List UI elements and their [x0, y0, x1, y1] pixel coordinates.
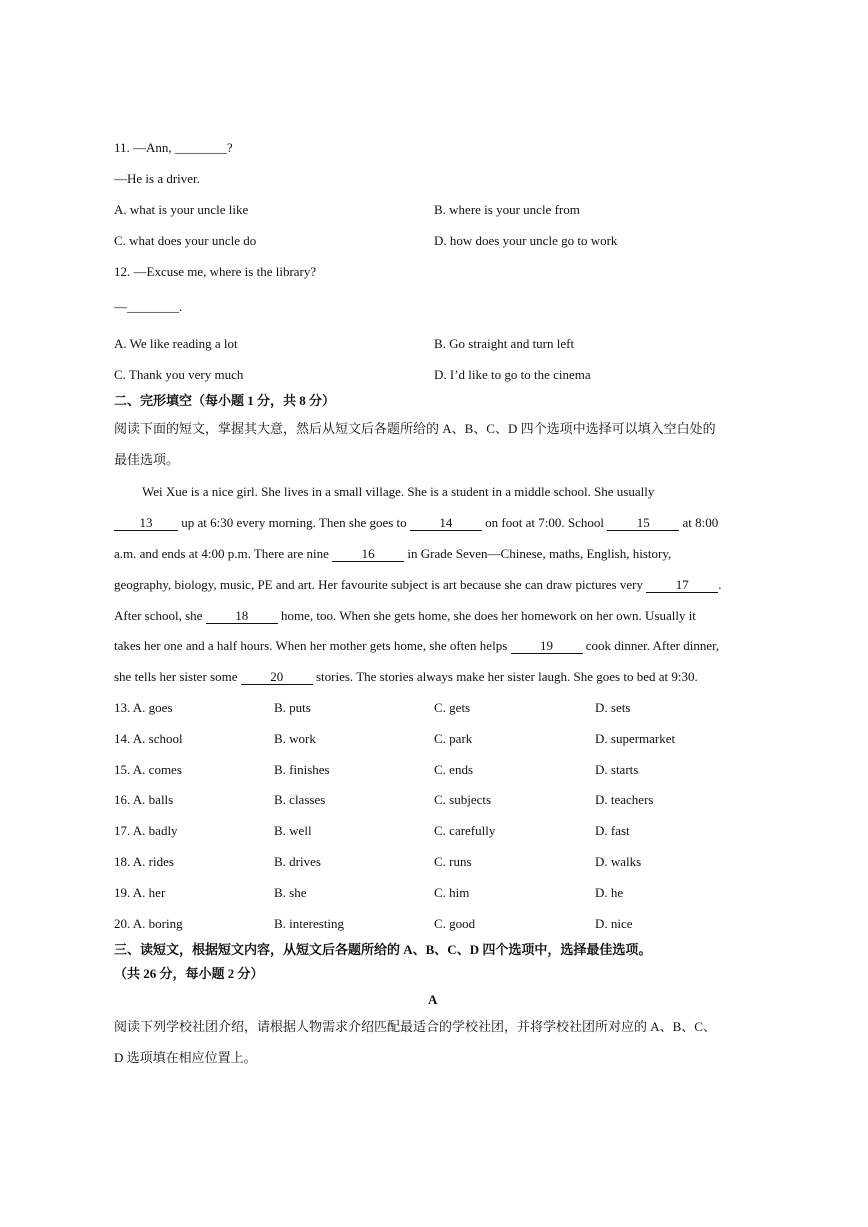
blank-17: 17 [646, 578, 718, 593]
section3-part-label: A [428, 992, 438, 1007]
q19-option-d: D. he [595, 885, 624, 900]
section2-heading: 二、完形填空（每小题 1 分，共 8 分） [114, 393, 336, 408]
q12-option-d: D. I’d like to go to the cinema [434, 367, 591, 382]
q11-option-b: B. where is your uncle from [434, 202, 580, 217]
blank-16: 16 [332, 547, 404, 562]
section2-instruction-line2: 最佳选项。 [114, 452, 180, 467]
q12-stem: 12. —Excuse me, where is the library? [114, 264, 317, 279]
q18-option-a: 18. A. rides [114, 854, 174, 869]
section3-instruction-line1: 阅读下列学校社团介绍，请根据人物需求介绍匹配最适合的学校社团，并将学校社团所对应的 A、B、C、 [114, 1019, 716, 1034]
q13-option-b: B. puts [274, 700, 311, 715]
passage-line-5: After school, she 18 home, too. When she gets home, she does her homework on her own. Usually it [114, 608, 696, 623]
q17-option-c: C. carefully [434, 823, 496, 838]
section3-instruction-line2: D 选项填在相应位置上。 [114, 1050, 257, 1065]
q14-option-c: C. park [434, 731, 473, 746]
q15-option-c: C. ends [434, 762, 473, 777]
q11-option-a: A. what is your uncle like [114, 202, 249, 217]
q13-option-a: 13. A. goes [114, 700, 173, 715]
passage-line-3: a.m. and ends at 4:00 p.m. There are nine 16 in Grade Seven—Chinese, maths, English, history, [114, 546, 672, 561]
q20-option-a: 20. A. boring [114, 916, 183, 931]
q11-answer: —He is a driver. [114, 171, 200, 186]
q19-option-c: C. him [434, 885, 470, 900]
q20-option-d: D. nice [595, 916, 633, 931]
q18-option-d: D. walks [595, 854, 642, 869]
blank-19: 19 [511, 639, 583, 654]
q14-option-d: D. supermarket [595, 731, 676, 746]
q14-option-a: 14. A. school [114, 731, 183, 746]
passage-line-2: 13 up at 6:30 every morning. Then she goes to 14 on foot at 7:00. School 15 at 8:00 [114, 515, 718, 531]
q14-option-b: B. work [274, 731, 316, 746]
passage-line-6: takes her one and a half hours. When her mother gets home, she often helps 19 cook dinner. After dinner, [114, 638, 720, 653]
blank-20: 20 [241, 670, 313, 685]
q16-option-d: D. teachers [595, 792, 654, 807]
q15-option-b: B. finishes [274, 762, 330, 777]
section3-heading-line2: （共 26 分，每小题 2 分） [114, 966, 264, 981]
passage-line-4: geography, biology, music, PE and art. Her favourite subject is art because she can draw pictures very 17 . [114, 577, 722, 592]
q20-option-b: B. interesting [274, 916, 345, 931]
q15-option-d: D. starts [595, 762, 639, 777]
q20-option-c: C. good [434, 916, 476, 931]
q11-option-c: C. what does your uncle do [114, 233, 257, 248]
q18-option-c: C. runs [434, 854, 472, 869]
q16-option-b: B. classes [274, 792, 326, 807]
q12-option-a: A. We like reading a lot [114, 336, 238, 351]
q16-option-a: 16. A. balls [114, 792, 174, 807]
q12-option-b: B. Go straight and turn left [434, 336, 575, 351]
q17-option-b: B. well [274, 823, 312, 838]
q15-option-a: 15. A. comes [114, 762, 182, 777]
q16-option-c: C. subjects [434, 792, 492, 807]
q11-option-d: D. how does your uncle go to work [434, 233, 618, 248]
section3-heading-line1: 三、读短文，根据短文内容，从短文后各题所给的 A、B、C、D 四个选项中，选择最佳选项。 [114, 942, 652, 957]
blank-14: 14 [410, 516, 482, 531]
passage-line-7: she tells her sister some 20 stories. The stories always make her sister laugh. She goes to bed at 9:30. [114, 669, 698, 684]
q12-answer: —________. [114, 299, 183, 314]
q18-option-b: B. drives [274, 854, 321, 869]
q19-option-a: 19. A. her [114, 885, 166, 900]
q19-option-b: B. she [274, 885, 307, 900]
q13-option-c: C. gets [434, 700, 471, 715]
passage-line-1: Wei Xue is a nice girl. She lives in a small village. She is a student in a middle school. She usually [142, 484, 655, 499]
blank-15: 15 [607, 516, 679, 531]
q17-option-a: 17. A. badly [114, 823, 178, 838]
q11-stem: 11. —Ann, ________? [114, 140, 233, 155]
q12-option-c: C. Thank you very much [114, 367, 244, 382]
section2-instruction-line1: 阅读下面的短文，掌握其大意，然后从短文后各题所给的 A、B、C、D 四个选项中选择可以填入空白处的 [114, 421, 716, 436]
q13-option-d: D. sets [595, 700, 631, 715]
blank-13: 13 [114, 516, 178, 531]
q17-option-d: D. fast [595, 823, 630, 838]
blank-18: 18 [206, 609, 278, 624]
